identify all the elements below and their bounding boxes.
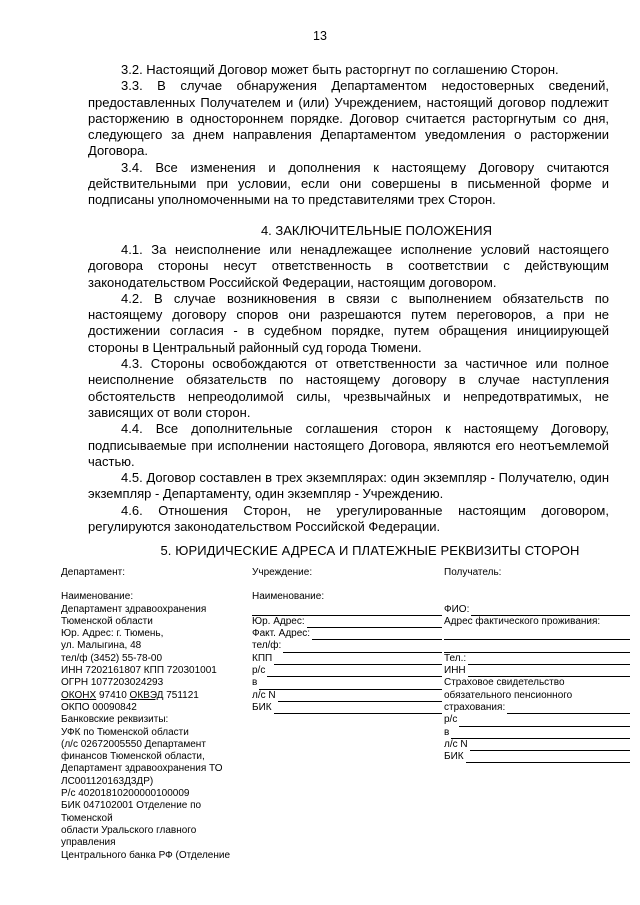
field-label: тел/ф: — [252, 640, 282, 652]
department-address-2: ул. Малыгина, 48 — [61, 640, 142, 652]
institution-account-field[interactable] — [252, 665, 442, 677]
field-blank[interactable] — [283, 643, 442, 653]
field-label: БИК — [252, 701, 272, 713]
field-label: ФИО: — [444, 603, 470, 615]
field-label: в — [252, 677, 258, 689]
recipient-insurance-line: обязательного пенсионного — [444, 689, 573, 701]
institution-name-blank[interactable] — [252, 604, 442, 616]
field-label: л/с N — [444, 738, 468, 750]
paragraph-4-5: 4.5. Договор составлен в трех экземплярах: один экземпляр - Получателю, один экземпляр - Департаменту, один экземпляр - Учреждению. — [88, 470, 609, 502]
department-bank-line: УФК по Тюменской области — [61, 726, 189, 738]
field-blank[interactable] — [307, 618, 442, 628]
department-bik-line: Центрального банка РФ (Отделение — [61, 849, 231, 861]
department-okpo: ОКПО 00090842 — [61, 701, 137, 713]
field-blank[interactable] — [468, 655, 630, 665]
field-blank[interactable] — [274, 655, 442, 665]
field-label: страхования: — [444, 701, 506, 713]
field-label: р/с — [444, 714, 458, 726]
paragraph-3-4: 3.4. Все изменения и дополнения к настоящему Договору считаются действительными при условии, если они совершены в письменной форме и подписаны уполномоченными на то представителями трех Сторон. — [88, 159, 609, 208]
department-name: Департамент здравоохранения Тюменской области — [61, 603, 207, 627]
institution-actual-address-field[interactable] — [252, 628, 442, 640]
department-title: Департамент: — [61, 567, 125, 578]
field-label: в — [444, 726, 450, 738]
paragraph-4-1: 4.1. За неисполнение или ненадлежащее исполнение условий настоящего договора стороны несут ответственность в соответствии с действующим законодательством Российской Федерации, настоящим договором. — [88, 241, 609, 290]
paragraph-4-4: 4.4. Все дополнительные соглашения сторон к настоящему Договору, подписываемые при исполнении настоящего Договора, являются его неотъемлемой частью. — [88, 421, 609, 469]
field-blank[interactable] — [466, 753, 630, 763]
section-5-heading: 5. ЮРИДИЧЕСКИЕ АДРЕСА И ПЛАТЕЖНЫЕ РЕКВИЗИТЫ СТОРОН — [160, 543, 580, 558]
paragraph-4-3: 4.3. Стороны освобождаются от ответственности за частичное или полное неисполнение обязательств по настоящему договору в случае наступления обстоятельств непреодолимой силы, чрезвычайных и непредотвратимых, не зависящих от воли сторон. — [88, 356, 609, 420]
department-bik-line: Тюменской — [61, 812, 113, 824]
department-bank-line: Департамент здравоохранения ТО — [61, 763, 223, 775]
field-blank[interactable] — [459, 717, 630, 727]
recipient-column — [444, 567, 630, 763]
recipient-insurance-line: Страховое свидетельство — [444, 677, 565, 689]
department-inn-kpp: ИНН 7202161807 КПП 720301001 — [61, 665, 217, 677]
paragraph-4-2: 4.2. В случае возникновения в связи с выполнением обязательств по настоящему договору споров они разрешаются путем переговоров, а при не достижении согласия - в судебном порядке, путем обращения инициирующей стороны в Центральный районный суд города Тюмени. — [88, 290, 609, 355]
department-account: Р/с 40201810200000100009 — [61, 788, 190, 800]
recipient-residence-blank[interactable] — [444, 640, 630, 652]
recipient-account-field[interactable] — [444, 714, 630, 726]
department-address-1: Юр. Адрес: г. Тюмень, — [61, 628, 164, 640]
field-label: Тел.: — [444, 652, 467, 664]
field-blank[interactable] — [267, 667, 442, 677]
okonh-value: 97410 — [98, 689, 127, 701]
page-number: 13 — [313, 29, 327, 43]
paragraph-3-2: 3.2. Настоящий Договор может быть расторгнут по соглашению Сторон. — [121, 62, 559, 77]
institution-phone-field[interactable] — [252, 640, 442, 652]
recipient-bank-field[interactable] — [444, 727, 630, 739]
field-label: ИНН — [444, 665, 466, 677]
department-phone: тел/ф (3452) 55-78-00 — [61, 652, 163, 664]
recipient-personal-account-field[interactable] — [444, 739, 630, 751]
field-blank[interactable] — [507, 704, 630, 714]
recipient-residence-blank[interactable] — [444, 628, 630, 640]
field-blank[interactable] — [274, 704, 442, 714]
recipient-residence-label: Адрес фактического проживания: — [444, 615, 601, 627]
department-bank-line: финансов Тюменской области, — [61, 751, 205, 763]
department-column — [61, 567, 243, 862]
department-bank-line: ЛС001120163Д3ДР) — [61, 775, 154, 787]
recipient-bik-field[interactable] — [444, 751, 630, 763]
department-bank-line: (л/с 02672005550 Департамент — [61, 738, 206, 750]
paragraph-4-6: 4.6. Отношения Сторон, не урегулированные настоящим договором, регулируются законодательством Российской Федерации. — [88, 502, 609, 535]
field-label: Юр. Адрес: — [252, 615, 305, 627]
recipient-title: Получатель: — [444, 567, 502, 578]
institution-bik-field[interactable] — [252, 702, 442, 714]
institution-name-label: Наименование: — [252, 591, 325, 603]
field-blank[interactable] — [468, 667, 630, 677]
field-label: р/с — [252, 665, 266, 677]
department-bik-line: управления — [61, 837, 116, 849]
field-blank[interactable] — [451, 729, 630, 739]
field-label: л/с N — [252, 689, 276, 701]
okonh-link[interactable]: ОКОНХ — [61, 689, 97, 701]
department-name-label: Наименование: — [61, 591, 134, 603]
contract-body — [88, 62, 609, 535]
institution-personal-account-field[interactable] — [252, 690, 442, 702]
department-ogrn: ОГРН 1077203024293 — [61, 677, 164, 689]
recipient-phone-field[interactable] — [444, 653, 630, 665]
institution-column — [252, 567, 442, 714]
department-bik-line: БИК 047102001 Отделение по — [61, 800, 202, 812]
field-blank[interactable] — [470, 741, 630, 751]
recipient-fio-field[interactable] — [444, 604, 630, 616]
field-blank[interactable] — [259, 680, 442, 690]
field-label: КПП — [252, 652, 273, 664]
field-label: БИК — [444, 751, 464, 763]
okved-value: 751121 — [166, 689, 199, 701]
department-bank-label: Банковские реквизиты: — [61, 714, 169, 726]
field-label: Факт. Адрес: — [252, 628, 311, 640]
institution-legal-address-field[interactable] — [252, 616, 442, 628]
department-bik-line: области Уральского главного — [61, 824, 197, 836]
recipient-insurance-field[interactable] — [444, 702, 630, 714]
department-codes — [61, 690, 243, 702]
okved-link[interactable]: ОКВЭД — [129, 689, 164, 701]
recipient-inn-field[interactable] — [444, 665, 630, 677]
institution-kpp-field[interactable] — [252, 653, 442, 665]
field-blank[interactable] — [278, 692, 442, 702]
section-4-heading: 4. ЗАКЛЮЧИТЕЛЬНЫЕ ПОЛОЖЕНИЯ — [260, 222, 493, 238]
institution-bank-field[interactable] — [252, 677, 442, 689]
paragraph-3-3: 3.3. В случае обнаружения Департаментом недостоверных сведений, предоставленных Получателем и (или) Учреждением, настоящий договор подлежит расторжению в одностороннем порядке. Договор считается расторгнутым со дня, следующего за днем направления Департаментом уведомления о расторжении Договора. — [88, 78, 609, 159]
field-blank[interactable] — [312, 630, 442, 640]
institution-title: Учреждение: — [252, 567, 313, 578]
spacer — [444, 591, 630, 603]
field-blank[interactable] — [471, 606, 630, 616]
